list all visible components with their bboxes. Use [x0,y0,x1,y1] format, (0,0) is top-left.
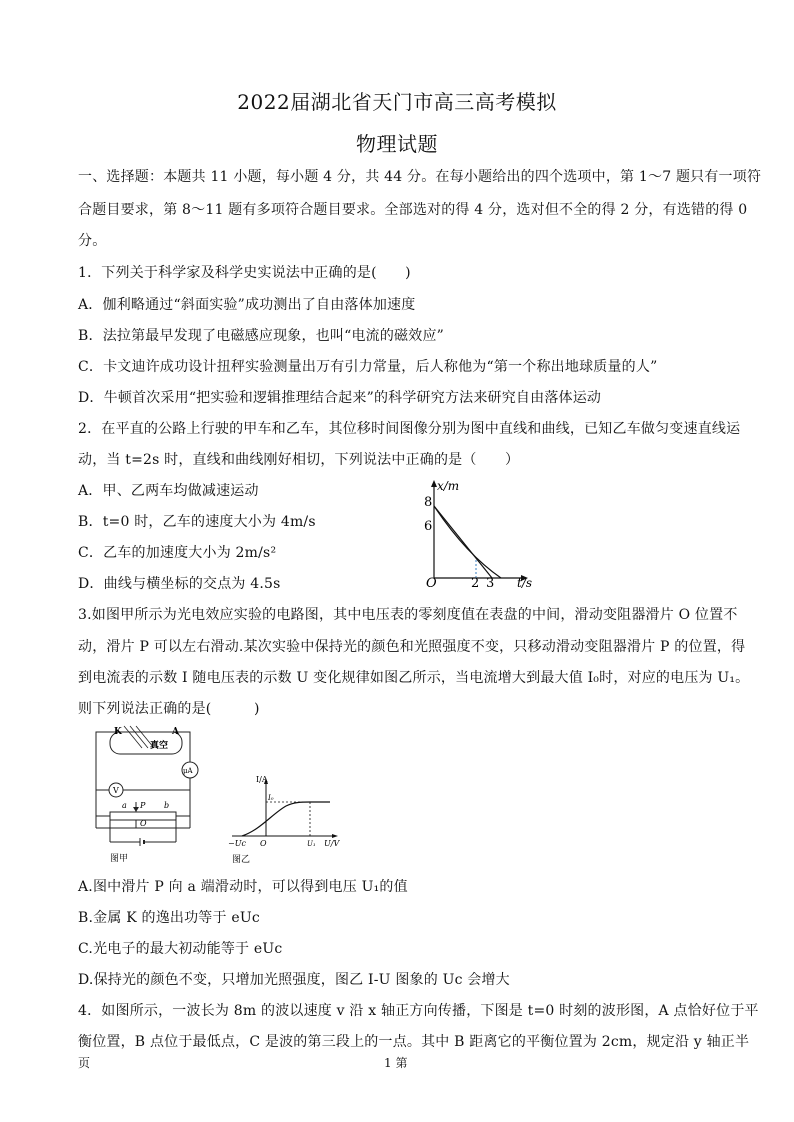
iu-graph [226,772,350,868]
circuit-diagram [88,724,206,866]
figure-b-caption: 图乙 [232,855,251,865]
question-3-option-c: C.光电子的最大初动能等于 eUc [78,941,283,957]
iu-graph-xlabel: U/V [324,839,340,848]
page-subtitle: 物理试题 [356,132,438,156]
slider-p-label: P [140,801,146,810]
question-3-stem-line-2: 动，滑片 P 可以左右滑动.某次实验中保持光的颜色和光照强度不变，只移动滑动变阻器滑片 P 的位置，得 [78,639,746,655]
end-b-label: b [164,801,170,810]
vacuum-label: 真空 [150,741,169,751]
xt-graph-curve-yi [434,506,501,578]
iu-graph-origin: O [260,839,267,848]
xt-graph-origin: O [426,576,437,588]
question-1-option-a: A．伽利略通过“斜面实验”成功测出了自由落体加速度 [78,297,416,313]
question-4-line-1: 4．如图所示，一波长为 8m 的波以速度 v 沿 x 轴正方向传播，下图是 t=0 时刻的波形图，A 点恰好位于平 [78,1003,759,1019]
question-2-option-c: C．乙车的加速度大小为 2m/s² [78,545,277,561]
question-1-option-b: B．法拉第最早发现了电磁感应现象，也叫“电流的磁效应” [78,328,445,344]
question-2-option-d: D．曲线与横坐标的交点为 4.5s [78,576,281,592]
xt-graph-ytick-6: 6 [424,519,433,534]
xt-graph-ytick-8: 8 [424,495,433,510]
xt-graph-ylabel: x/m [437,479,460,493]
iu-graph-x-arrow [332,834,338,838]
question-2-option-b: B．t=0 时，乙车的速度大小为 4m/s [78,514,316,530]
footer-left: 页 [78,1056,91,1070]
question-2-stem-line-1: 2．在平直的公路上行驶的甲车和乙车，其位移时间图像分别为图中直线和曲线，已知乙车做匀变速直线运 [78,421,741,437]
question-2-option-a: A．甲、乙两车均做减速运动 [78,483,259,499]
question-3-stem-line-3: 到电流表的示数 I 随电压表的示数 U 变化规律如图乙所示，当电流增大到最大值 I₀时，对应的电压为 U₁。 [78,670,750,686]
end-a-label: a [122,801,127,810]
xt-graph-xtick-3: 3 [486,576,495,588]
question-3-option-d: D.保持光的颜色不变，只增加光照强度，图乙 I-U 图象的 Uc 会增大 [78,972,510,988]
xt-graph-line-jia [434,506,492,578]
iu-graph-curve [242,802,330,836]
question-1-option-c: C．卡文迪许成功设计扭秤实验测量出万有引力常量，后人称他为“第一个称出地球质量的人” [78,359,658,375]
section-instructions-line-1: 一、选择题：本题共 11 小题，每小题 4 分，共 44 分。在每小题给出的四个选项中，第 1～7 题只有一项符 [78,169,762,185]
cathode-label: K [114,727,122,737]
question-3-stem-line-4: 则下列说法正确的是( ) [78,701,260,717]
question-4-line-2: 衡位置，B 点位于最低点，C 是波的第三段上的一点。其中 B 距离它的平衡位置为 2cm，规定沿 y 轴正半 [78,1034,750,1050]
section-instructions-line-3: 分。 [78,233,107,249]
anode-label: A [172,727,179,737]
question-2-stem-line-2: 动，当 t=2s 时，直线和曲线刚好相切，下列说法中正确的是（ ） [78,452,520,468]
voltmeter-label: V [113,786,119,795]
ammeter-label: μA [183,767,193,775]
slider-o-label: O [140,819,147,828]
figure-a-caption: 图甲 [110,854,129,864]
question-1-option-d: D．牛顿首次采用“把实验和逻辑推理结合起来”的科学研究方法来研究自由落体运动 [78,390,602,406]
xt-graph-xtick-2: 2 [471,576,480,588]
question-3-option-a: A.图中滑片 P 向 a 端滑动时，可以得到电压 U₁的值 [78,879,408,895]
question-1-stem: 1．下列关于科学家及科学史实说法中正确的是( ) [78,265,411,281]
iu-graph-i0-label: I₀ [268,794,274,802]
footer-page-number: 1 第 [384,1056,408,1070]
iu-graph-u1-label: U₁ [307,840,316,848]
xt-graph [420,476,540,588]
iu-graph-neg-uc-label: −Uc [228,839,246,848]
slider-p-arrow [133,807,139,812]
section-instructions-line-2: 合题目要求，第 8～11 题有多项符合题目要求。全部选对的得 4 分，选对但不全的得 2 分，有选错的得 0 [78,202,748,218]
xt-graph-xlabel: t/s [517,576,533,588]
iu-graph-ylabel: I/A [256,775,268,784]
page-title: 2022届湖北省天门市高三高考模拟 [237,90,557,114]
question-3-option-b: B.金属 K 的逸出功等于 eUc [78,910,260,926]
question-3-stem-line-1: 3.如图甲所示为光电效应实验的电路图，其中电压表的零刻度值在表盘的中间，滑动变阻器滑片 O 位置不 [78,607,738,623]
